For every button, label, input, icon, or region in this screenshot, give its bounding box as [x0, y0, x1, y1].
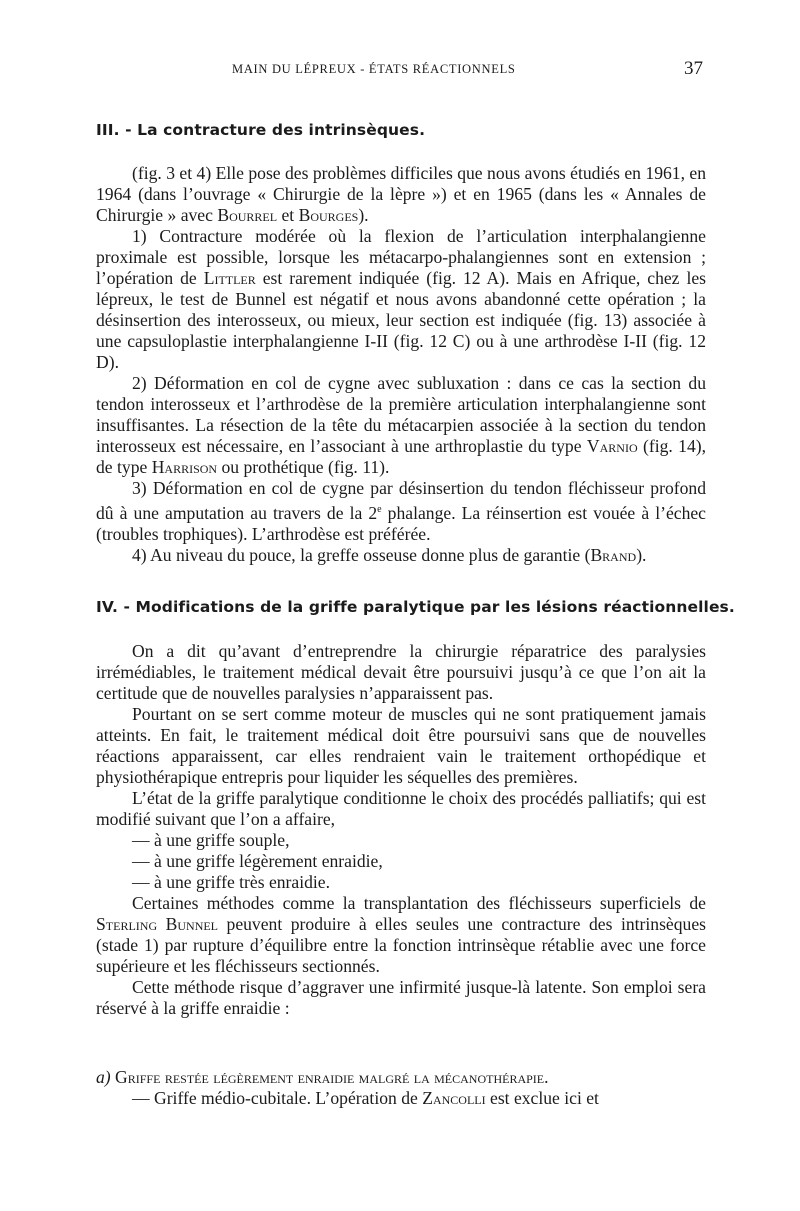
author-name: Sterling Bunnel: [96, 914, 219, 934]
section-iii-body: [96, 163, 706, 566]
section-heading-iv: IV. - Modifications de la griffe paralytique par les lésions réactionnelles.: [96, 598, 735, 616]
list-item: — à une griffe très enraidie.: [132, 872, 331, 892]
author-name: Bourrel: [217, 205, 278, 225]
author-name: Varnio: [586, 436, 638, 456]
page-number: 37: [684, 58, 703, 79]
paragraph: (fig. 3 et 4) Elle pose des problèmes difficiles que nous avons étudiés en 1961, en 1964 (dans l’ouvrage « Chirurgie de la lèpre ») et en 1965 (dans les « Annales de Chirurgie » avec Bourrel et Bourges).: [96, 163, 706, 225]
author-name: Bourges: [298, 205, 359, 225]
paragraph: L’état de la griffe paralytique conditionne le choix des procédés palliatifs; qui est modifié suivant que l’on a affaire,: [96, 788, 706, 829]
subsection-heading: a) Griffe restée légèrement enraidie malgré la mécanothérapie.: [96, 1067, 549, 1087]
paragraph: 2) Déformation en col de cygne avec subluxation : dans ce cas la section du tendon interosseux et l’arthrodèse de la première articulation interphalangienne sont insuffisantes. La résection de la tête du métacarpien associée à la section du tendon interosseux est nécessaire, en l’associant à une arthroplastie du type Varnio (fig. 14), de type Harrison ou prothétique (fig. 11).: [96, 373, 707, 477]
running-head: [0, 60, 800, 82]
paragraph: 1) Contracture modérée où la flexion de l’articulation interphalangienne proximale est possible, lorsque les métacarpo-phalangiennes sont en extension ; l’opération de Littler est rarement indiquée (fig. 12 A). Mais en Afrique, chez les lépreux, le test de Bunnel est négatif et nous avons abandonné cette opération ; la désinsertion des interosseux, ou mieux, leur section est indiquée (fig. 13) associée à une capsuloplastie interphalangienne I-II (fig. 12 C) ou à une arthrodèse I-II (fig. 12 D).: [96, 226, 706, 372]
paragraph: 4) Au niveau du pouce, la greffe osseuse donne plus de garantie (Brand).: [132, 544, 647, 565]
paragraph: 3) Déformation en col de cygne par désinsertion du tendon fléchisseur profond dû à une amputation au travers de la 2e phalange. La réinsertion est vouée à l’échec (troubles trophiques). L’arthrodèse est préférée.: [96, 478, 706, 544]
list-item: — à une griffe souple,: [132, 830, 290, 850]
section-heading-iii: III. - La contracture des intrinsèques.: [96, 121, 426, 139]
paragraph: Pourtant on se sert comme moteur de muscles qui ne sont pratiquement jamais atteints. En fait, le traitement médical doit être poursuivi sans que de nouvelles réactions apparaissent, car elles rendraient vain le traitement orthopédique et physiothérapique entrepris pour liquider les séquelles des premières.: [96, 704, 706, 787]
author-name: Brand: [590, 544, 637, 565]
paragraph: — Griffe médio-cubitale. L’opération de Zancolli est exclue ici et: [132, 1088, 599, 1108]
author-name: Littler: [203, 268, 256, 288]
author-name: Zancolli: [422, 1088, 486, 1108]
running-title: MAIN DU LÉPREUX - ÉTATS RÉACTIONNELS: [232, 62, 516, 76]
list-item: — à une griffe légèrement enraidie,: [132, 851, 383, 871]
section-iv-body: [96, 641, 706, 1019]
paragraph: On a dit qu’avant d’entreprendre la chirurgie réparatrice des paralysies irrémédiables, le traitement médical devait être poursuivi jusqu’à ce que l’on ait la certitude que de nouvelles paralysies n’apparaissent pas.: [96, 641, 706, 703]
subsection-a: [96, 1067, 706, 1109]
paragraph: Certaines méthodes comme la transplantation des fléchisseurs superficiels de Sterling Bunnel peuvent produire à elles seules une contracture des intrinsèques (stade 1) par rupture d’équilibre entre la fonction intrinsèque rétablie avec une force supérieure et les fléchisseurs sectionnés.: [96, 893, 706, 976]
paragraph: Cette méthode risque d’aggraver une infirmité jusque-là latente. Son emploi sera réservé à la griffe enraidie :: [96, 977, 706, 1018]
author-name: Harrison: [151, 457, 218, 477]
